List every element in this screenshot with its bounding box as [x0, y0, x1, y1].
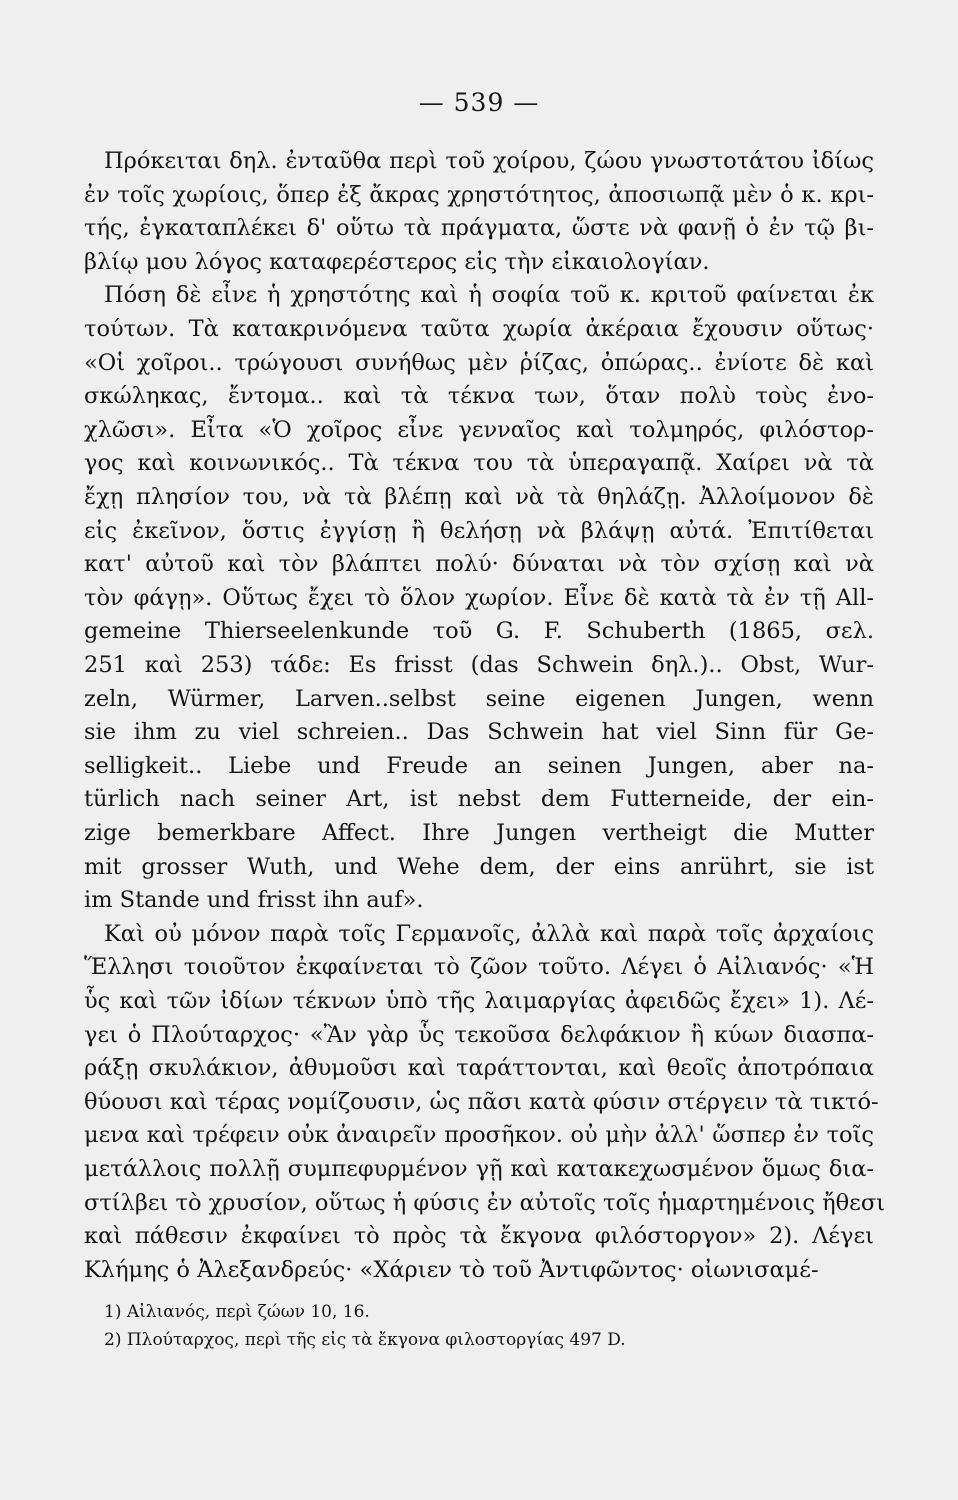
text-line: türlich nach seiner Art, ist nebst dem Futterneide, der ein- — [84, 786, 874, 813]
text-line: βλίῳ μου λόγος καταφερέστερος εἰς τὴν εἰκαιολογίαν. — [84, 248, 710, 275]
text-line: ράξῃ σκυλάκιον, ἀθυμοῦσι καὶ ταράττονται, καὶ θεοῖς ἀποτρόπαια — [84, 1055, 874, 1082]
text-line: ἔχῃ πλησίον του, νὰ τὰ βλέπῃ καὶ νὰ τὰ θηλάζῃ. Ἀλλοίμονον δὲ — [84, 484, 874, 510]
text-line: Πρόκειται δηλ. ἐνταῦθα περὶ τοῦ χοίρου, ζώου γνωστοτάτου ἰδίως — [104, 148, 874, 174]
text-line: μετάλλοις πολλῇ συμπεφυρμένον γῇ καὶ κατακεχωσμένον ὅμως δια- — [84, 1156, 874, 1182]
text-line: ἐν τοῖς χωρίοις, ὅπερ ἐξ ἄκρας χρηστότητος, ἀποσιωπᾷ μὲν ὁ κ. κρι- — [84, 181, 874, 208]
text-line: zige bemerkbare Affect. Ihre Jungen vertheigt die Mutter — [84, 820, 874, 846]
text-line: μενα καὶ τρέφειν οὐκ ἀναιρεῖν προσῆκον. οὐ μὴν ἀλλ' ὥσπερ ἐν τοῖς — [84, 1122, 874, 1149]
text-line: ὗς καὶ τῶν ἰδίων τέκνων ὑπὸ τῆς λαιμαργίας ἀφειδῶς ἔχει» 1). Λέ- — [84, 988, 874, 1014]
text-line: gemeine Thierseelenkunde τοῦ G. F. Schuberth (1865, σελ. — [84, 618, 874, 645]
text-line: Κλήμης ὁ Ἀλεξανδρεύς· «Χάριεν τὸ τοῦ Ἀντιφῶντος· οἰωνισαμέ- — [84, 1256, 819, 1283]
text-line: sie ihm zu viel schreien.. Das Schwein hat viel Sinn für Ge- — [84, 719, 874, 746]
text-line: στίλβει τὸ χρυσίον, οὕτως ἡ φύσις ἐν αὐτοῖς τοῖς ἡμαρτημένοις ἤθεσι — [84, 1189, 886, 1216]
text-line: τής, ἐγκαταπλέκει δ' οὕτω τὰ πράγματα, ὥστε νὰ φανῇ ὁ ἐν τῷ βι- — [84, 215, 874, 242]
text-line: «Οἱ χοῖροι.. τρώγουσι συνήθως μὲν ῥίζας, ὀπώρας.. ἐνίοτε δὲ καὶ — [84, 349, 874, 376]
text-line: τὸν φάγῃ». Οὕτως ἔχει τὸ ὅλον χωρίον. Εἶνε δὲ κατὰ τὰ ἐν τῇ All- — [84, 584, 874, 611]
text-line: τούτων. Τὰ κατακρινόμενα ταῦτα χωρία ἀκέραια ἔχουσιν οὕτως· — [84, 316, 874, 342]
text-line: 251 καὶ 253) τάδε: Es frisst (das Schwein δηλ.).. Obst, Wur- — [84, 652, 874, 678]
text-line: Ἕλλησι τοιοῦτον ἐκφαίνεται τὸ ζῶον τοῦτο. Λέγει ὁ Αἰλιανός· «Ἡ — [84, 954, 874, 981]
text-line: κατ' αὐτοῦ καὶ τὸν βλάπτει πολύ· δύναται νὰ τὸν σχίσῃ καὶ νὰ — [84, 551, 874, 578]
text-line: εἰς ἐκεῖνον, ὅστις ἐγγίσῃ ἢ θελήσῃ νὰ βλάψῃ αὐτά. Ἐπιτίθεται — [84, 517, 874, 544]
text-line: θύουσι καὶ τέρας νομίζουσιν, ὡς πᾶσι κατὰ φύσιν στέργειν τὰ τικτό- — [84, 1088, 879, 1115]
text-line: zeln, Würmer, Larven..selbst seine eigenen Jungen, wenn — [84, 685, 874, 712]
footnote: 1) Αἰλιανός, περὶ ζώων 10, 16. — [104, 1302, 370, 1322]
text-line: καὶ πάθεσιν ἐκφαίνει τὸ πρὸς τὰ ἔκγονα φιλόστοργον» 2). Λέγει — [84, 1223, 874, 1250]
text-line: selligkeit.. Liebe und Freude an seinen Jungen, aber na- — [84, 752, 874, 779]
text-line: σκώληκας, ἔντομα.. καὶ τὰ τέκνα των, ὅταν πολὺ τοὺς ἐνο- — [84, 383, 874, 410]
text-line: γει ὁ Πλούταρχος· «Ἂν γὰρ ὗς τεκοῦσα δελφάκιον ἢ κύων διασπα- — [84, 1021, 874, 1048]
footnote: 2) Πλούταρχος, περὶ τῆς εἰς τὰ ἔκγονα φιλοστοργίας 497 D. — [104, 1330, 626, 1350]
text-line: γος καὶ κοινωνικός.. Τὰ τέκνα του τὰ ὑπεραγαπᾷ. Χαίρει νὰ τὰ — [84, 450, 874, 477]
text-line: mit grosser Wuth, und Wehe dem, der eins anrührt, sie ist — [84, 853, 874, 880]
text-line: Πόση δὲ εἶνε ἡ χρηστότης καὶ ἡ σοφία τοῦ κ. κριτοῦ φαίνεται ἐκ — [104, 282, 874, 309]
text-line: im Stande und frisst ihn auf». — [84, 887, 424, 914]
text-line: Καὶ οὐ μόνον παρὰ τοῖς Γερμανοῖς, ἀλλὰ καὶ παρὰ τοῖς ἀρχαίοις — [104, 920, 874, 947]
page-number: — 539 — — [418, 88, 540, 117]
text-line: χλῶσι». Εἶτα «Ὁ χοῖρος εἶνε γενναῖος καὶ τολμηρός, φιλόστορ- — [84, 416, 874, 443]
